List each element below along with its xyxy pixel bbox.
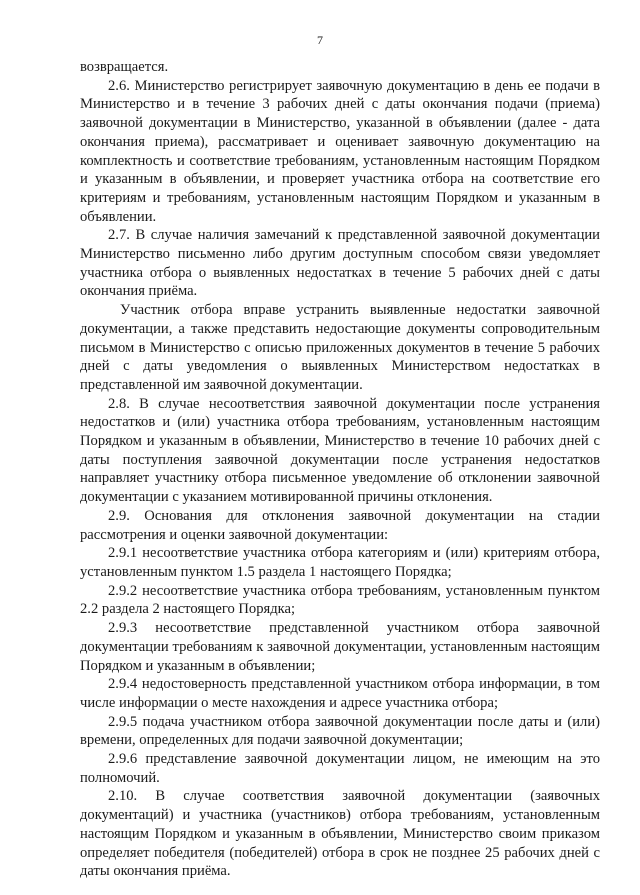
paragraph-2-6: 2.6. Министерство регистрирует заявочную документацию в день ее подачи в Министерство и в течение 3 рабочих дней с даты окончания подачи (приема) заявочной документации в Министерство, указанной в объявлении (далее - дата окончания приема), рассматривает и оценивает заявочную документацию на комплектность и соответствие требованиям, установленным настоящим Порядком и указанным в объявлении, и проверяет участника отбора на соответствие его критериям и требованиям, установленным настоящим Порядком и указанным в объявлении. bbox=[80, 77, 600, 225]
paragraph-2-9: 2.9. Основания для отклонения заявочной документации на стадии рассмотрения и оценки заявочной документации: bbox=[80, 507, 600, 543]
paragraph-2-9-2: 2.9.2 несоответствие участника отбора требованиям, установленным пунктом 2.2 раздела 2 настоящего Порядка; bbox=[80, 582, 600, 618]
document-body bbox=[80, 58, 600, 881]
paragraph-2-7: 2.7. В случае наличия замечаний к представленной заявочной документации Министерство письменно либо другим доступным способом связи уведомляет участника отбора о выявленных недостатках в течение 5 рабочих дней с даты окончания приёма. bbox=[80, 227, 600, 300]
paragraph-2-9-3: 2.9.3 несоответствие представленной участником отбора заявочной документации требованиям к заявочной документации, установленным настоящим Порядком и указанным в объявлении; bbox=[80, 620, 600, 674]
paragraph-2-8: 2.8. В случае несоответствия заявочной документации после устранения недостатков и (или) участника отбора требованиям, установленным настоящим Порядком и указанным в объявлении, Министерство в течение 10 рабочих дней с даты поступления заявочной документации после устранения недостатков направляет участнику отбора письменное уведомление об отклонении заявочной документации с указанием мотивированной причины отклонения. bbox=[80, 395, 600, 506]
paragraph-2-9-1: 2.9.1 несоответствие участника отбора категориям и (или) критериям отбора, установленным пунктом 1.5 раздела 1 настоящего Порядка; bbox=[80, 545, 600, 580]
paragraph-2-9-5: 2.9.5 подача участником отбора заявочной документации после даты и (или) времени, определенных для подачи заявочной документации; bbox=[80, 713, 600, 749]
paragraph-2-9-6: 2.9.6 представление заявочной документации лицом, не имеющим на это полномочий. bbox=[80, 751, 600, 786]
paragraph-2-10: 2.10. В случае соответствия заявочной документации (заявочных документаций) и участника (участников) отбора требованиям, установленным настоящим Порядком и указанным в объявлении, Министерство своим приказом определяет победителя (победителей) отбора в срок не позднее 25 рабочих дней с даты окончания приёма. bbox=[80, 788, 600, 880]
paragraph-2-7-remedy: Участник отбора вправе устранить выявленные недостатки заявочной документации, а также представить недостающие документы сопроводительным письмом в Министерство с описью приложенных документов в течение 5 рабочих дней с даты уведомления о выявленных Министерством недостатках в представленной им заявочной документации. bbox=[80, 302, 600, 393]
paragraph-continuation: возвращается. bbox=[80, 59, 169, 75]
paragraph-2-9-4: 2.9.4 недостоверность представленной участником отбора информации, в том числе информации о месте нахождения и адресе участника отбора; bbox=[80, 676, 600, 711]
page-number: 7 bbox=[317, 33, 323, 47]
